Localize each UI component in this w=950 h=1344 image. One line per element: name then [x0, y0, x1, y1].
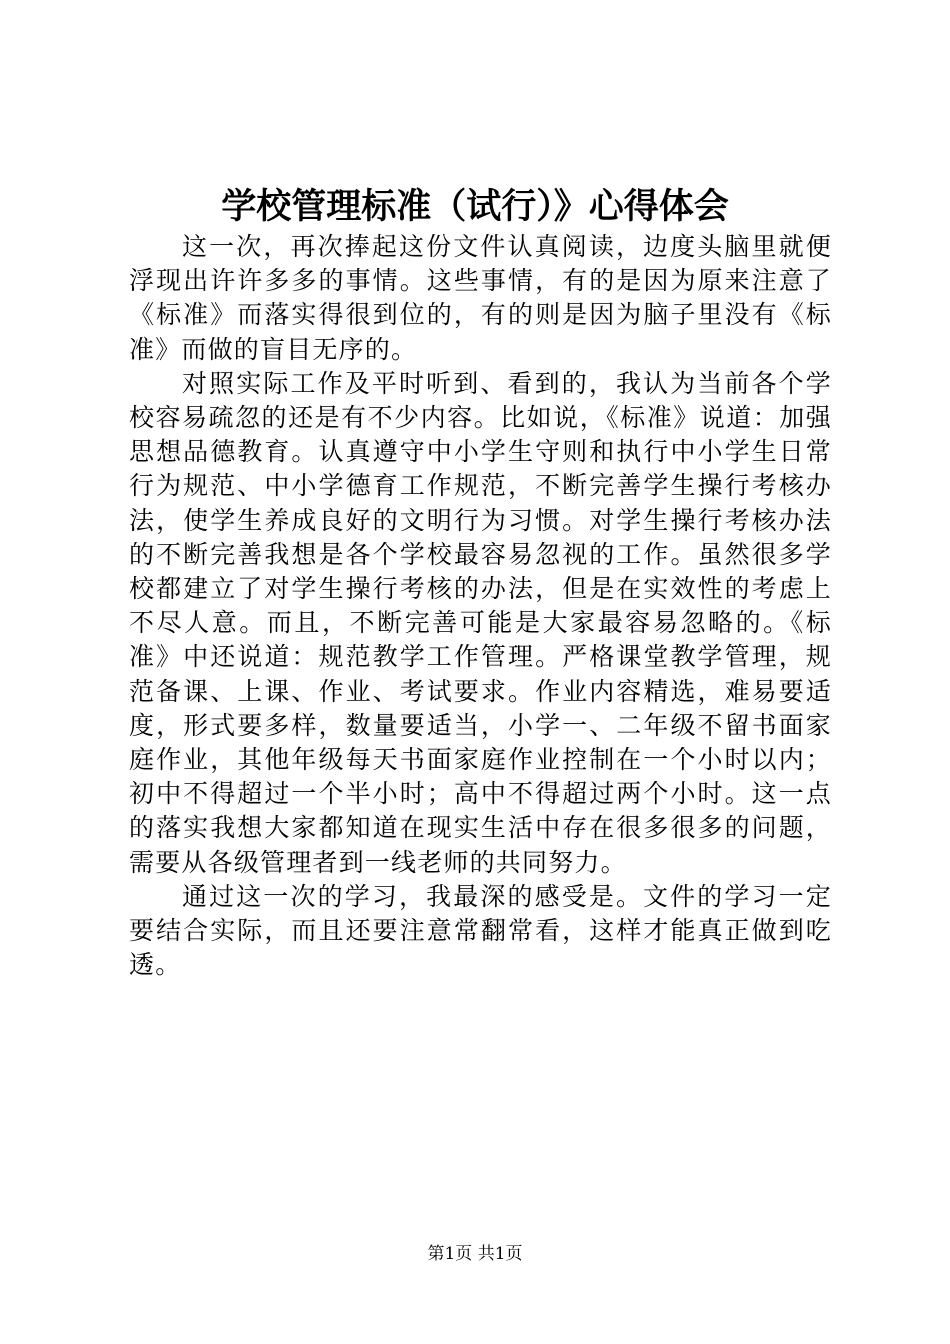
paragraph-1: 这一次，再次捧起这份文件认真阅读，边度头脑里就便浮现出许许多多的事情。这些事情，有的是因为原来注意了《标准》而落实得很到位的，有的则是因为脑子里没有《标准》而做的盲目无序的。 — [129, 232, 832, 364]
document-body — [129, 230, 832, 982]
document-title: 学校管理标准（试行）》心得体会 — [221, 187, 729, 227]
page-footer: 第1页 共1页 — [427, 1244, 523, 1264]
paragraph-3: 通过这一次的学习，我最深的感受是。文件的学习一定要结合实际，而且还要注意常翻常看，这样才能真正做到吃透。 — [129, 881, 832, 980]
paragraph-2: 对照实际工作及平时听到、看到的，我认为当前各个学校容易疏忽的还是有不少内容。比如说，《标准》说道：加强思想品德教育。认真遵守中小学生守则和执行中小学生日常行为规范、中小学德育工作规范，不断完善学生操行考核办法，使学生养成良好的文明行为习惯。对学生操行考核办法的不断完善我想是各个学校最容易忽视的工作。虽然很多学校都建立了对学生操行考核的办法，但是在实效性的考虑上不尽人意。而且，不断完善可能是大家最容易忽略的。《标准》中还说道：规范教学工作管理。严格课堂教学管理，规范备课、上课、作业、考试要求。作业内容精选，难易要适度，形式要多样，数量要适当，小学一、二年级不留书面家庭作业，其他年级每天书面家庭作业控制在一个小时以内；初中不得超过一个半小时；高中不得超过两个小时。这一点的落实我想大家都知道在现实生活中存在很多很多的问题，需要从各级管理者到一线老师的共同努力。 — [129, 368, 832, 877]
